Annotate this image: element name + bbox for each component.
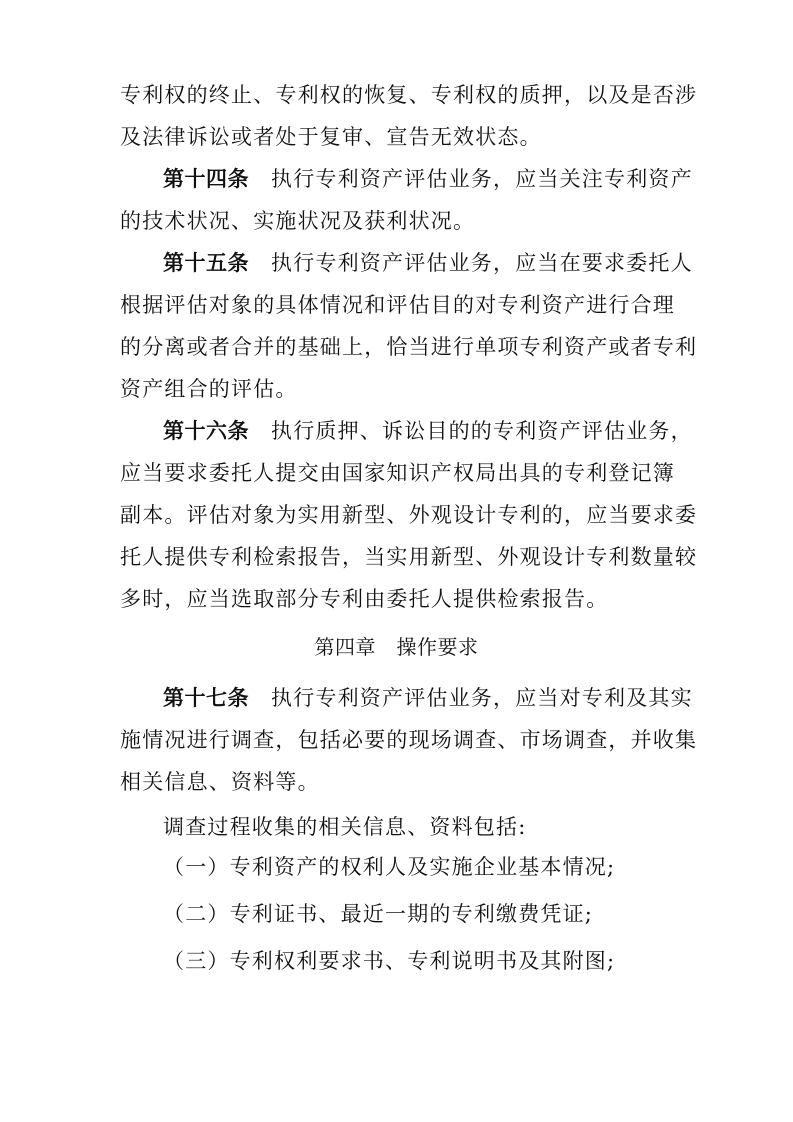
text-line: 及法律诉讼或者处于复审、宣告无效状态。 (120, 125, 542, 149)
text-line: 根据评估对象的具体情况和评估目的对专利资产进行合理 (120, 293, 675, 317)
text-line: 施情况进行调查，包括必要的现场调查、市场调查，并收集 (120, 728, 698, 752)
article-15-text: 执行专利资产评估业务，应当在要求委托人 (271, 251, 693, 275)
list-item: （三）专利权利要求书、专利说明书及其附图; (163, 949, 616, 973)
text-line: 专利权的终止、专利权的恢复、专利权的质押，以及是否涉 (120, 83, 698, 107)
text-line: 托人提供专利检索报告，当实用新型、外观设计专利数量较 (120, 545, 698, 569)
text-line: 应当要求委托人提交由国家知识产权局出具的专利登记簿 (120, 461, 675, 485)
text-line: 的技术状况、实施状况及获利状况。 (120, 209, 476, 233)
info-paragraph: 调查过程收集的相关信息、资料包括: (163, 815, 527, 839)
article-15-label: 第十五条 (163, 251, 249, 275)
article-14-text: 执行专利资产评估业务，应当关注专利资产 (271, 167, 693, 191)
text-line: 多时，应当选取部分专利由委托人提供检索报告。 (120, 587, 609, 611)
article-16-text: 执行质押、诉讼目的的专利资产评估业务， (271, 419, 693, 443)
text-line: 相关信息、资料等。 (120, 770, 320, 794)
article-17-text: 执行专利资产评估业务，应当对专利及其实 (271, 686, 693, 710)
article-14-label: 第十四条 (163, 167, 249, 191)
article-16 (163, 416, 693, 446)
text-line: 资产组合的评估。 (120, 377, 298, 401)
text-line: 的分离或者合并的基础上，恰当进行单项专利资产或者专利 (120, 335, 698, 359)
article-15 (163, 248, 693, 278)
article-16-label: 第十六条 (163, 419, 249, 443)
text-line: 副本。评估对象为实用新型、外观设计专利的，应当要求委 (120, 503, 698, 527)
article-17-label: 第十七条 (163, 686, 249, 710)
article-14 (163, 164, 693, 194)
chapter-heading: 第四章 操作要求 (314, 635, 479, 659)
list-item: （一）专利资产的权利人及实施企业基本情况; (163, 855, 616, 879)
article-17 (163, 683, 693, 713)
list-item: （二）专利证书、最近一期的专利缴费凭证; (163, 902, 594, 926)
